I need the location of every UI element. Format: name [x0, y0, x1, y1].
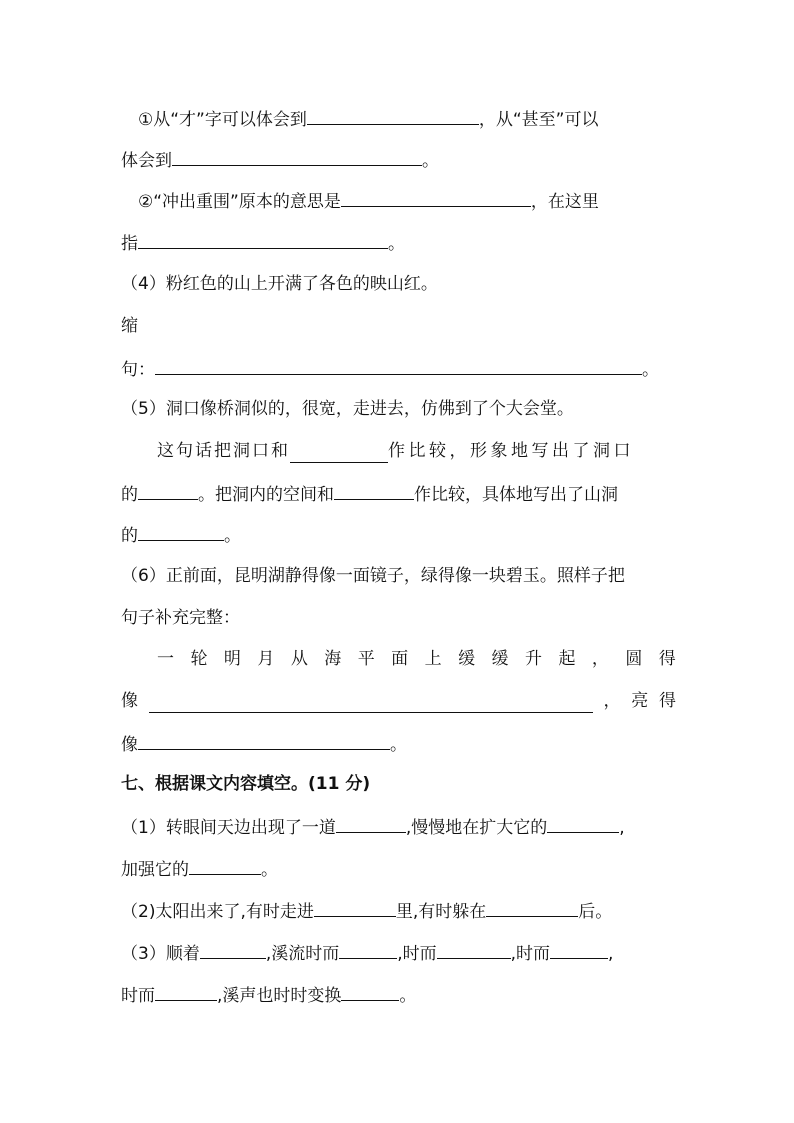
q5-line2: 的 。把洞内的空间和 作比较，具体地写出了山洞	[121, 481, 676, 507]
q3-sub1-line1: ①从“才”字可以体会到 ，从“甚至”可以	[121, 106, 676, 132]
q6-instruction: 句子补充完整：	[121, 608, 240, 628]
answer-blank[interactable]	[486, 898, 578, 917]
answer-blank[interactable]	[314, 898, 396, 917]
s7-q1-line1: （1）转眼间天边出现了一道 ,慢慢地在扩大它的 ,	[121, 814, 676, 840]
answer-blank[interactable]	[341, 188, 531, 207]
answer-blank[interactable]	[547, 814, 619, 833]
q5-line3: 的 。	[121, 522, 676, 548]
answer-blank[interactable]	[155, 982, 217, 1001]
answer-blank[interactable]	[149, 694, 593, 713]
answer-blank[interactable]	[307, 106, 479, 125]
answer-blank[interactable]	[172, 147, 422, 166]
answer-blank[interactable]	[290, 444, 388, 463]
s7-q3-line2: 时而 ,溪声也时时变换 。	[121, 982, 676, 1008]
answer-blank[interactable]	[189, 856, 261, 875]
answer-blank[interactable]	[437, 940, 511, 959]
answer-blank[interactable]	[334, 481, 414, 500]
q3-sub2-line2: 指 。	[121, 230, 676, 256]
answer-blank[interactable]	[138, 731, 390, 750]
q4-sentence: （4）粉红色的山上开满了各色的映山红。	[121, 274, 438, 294]
q6-example-line: 一 轮 明 月 从 海 平 面 上 缓 缓 升 起 ， 圆 得	[157, 649, 676, 669]
answer-blank[interactable]	[336, 814, 406, 833]
s7-q2-line: （2)太阳出来了,有时走进 里,有时躲在 后。	[121, 898, 676, 924]
answer-blank[interactable]	[138, 230, 388, 249]
q6-sentence: （6）正前面，昆明湖静得像一面镜子，绿得像一块碧玉。照样子把	[121, 566, 625, 586]
q5-line1: 这句话把洞口和 作比较，形象地写出了洞口	[157, 441, 634, 461]
q3-sub2-line1: ②“冲出重围”原本的意思是 ，在这里	[121, 188, 676, 214]
answer-blank[interactable]	[550, 940, 608, 959]
q6-answer-line1: 像 ， 亮 得	[121, 691, 676, 711]
answer-blank[interactable]	[200, 940, 266, 959]
q3-sub1-line2: 体会到 。	[121, 147, 676, 173]
answer-blank[interactable]	[138, 522, 224, 541]
section-7-heading: 七、根据课文内容填空。(11 分)	[121, 774, 371, 794]
answer-blank[interactable]	[341, 982, 399, 1001]
s7-q3-line1: （3）顺着 ,溪流时而 ,时而 ,时而 ,	[121, 940, 676, 966]
answer-blank[interactable]	[155, 356, 642, 375]
answer-blank[interactable]	[138, 481, 198, 500]
q4-label: 缩	[121, 316, 138, 336]
answer-blank[interactable]	[339, 940, 397, 959]
q5-sentence: （5）洞口像桥洞似的，很宽，走进去，仿佛到了个大会堂。	[121, 399, 574, 419]
q4-answer-line: 句： 。	[121, 356, 676, 382]
s7-q1-line2: 加强它的 。	[121, 856, 676, 882]
q6-answer-line2: 像 。	[121, 731, 676, 757]
